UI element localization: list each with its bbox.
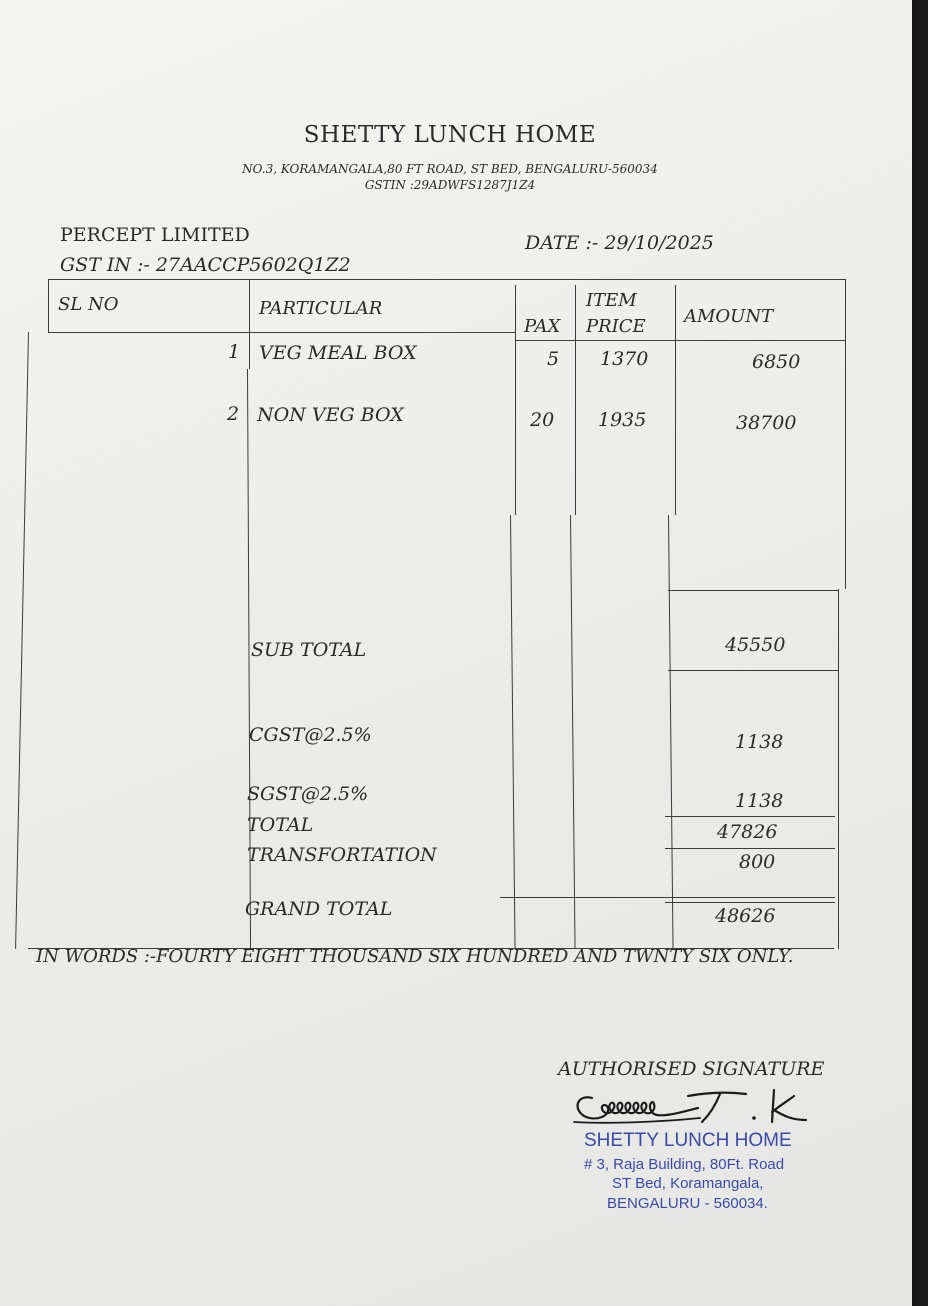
header-sl-no: SL NO: [58, 294, 119, 315]
customer-gst: GST IN :- 27AACCP5602Q1Z2: [60, 254, 351, 276]
shop-name: SHETTY LUNCH HOME: [303, 122, 597, 148]
row-1-price: 1370: [600, 348, 649, 370]
row-2-particular: NON VEG BOX: [257, 404, 404, 426]
table-right-border-top: [845, 279, 846, 589]
stamp-address-line-3: BENGALURU - 560034.: [607, 1195, 768, 1212]
header-item: ITEM: [586, 290, 637, 311]
row-1-particular: VEG MEAL BOX: [259, 342, 417, 364]
col-divider-pax: [570, 515, 576, 949]
cgst-value: 1138: [735, 731, 784, 753]
col-divider-particular-top: [515, 285, 516, 515]
col-divider-sl-top: [249, 279, 250, 369]
subtotal-label: SUB TOTAL: [251, 639, 367, 661]
row-1-amount: 6850: [752, 351, 801, 373]
subtotal-value: 45550: [725, 634, 786, 656]
col-divider-particular: [510, 515, 516, 949]
transportation-value: 800: [739, 851, 776, 873]
amount-in-words: IN WORDS :-FOURTY EIGHT THOUSAND SIX HUNDRED AND TWNTY SIX ONLY.: [36, 946, 794, 967]
row-2-amount: 38700: [736, 412, 797, 434]
row-1-pax: 5: [547, 348, 560, 370]
sgst-label: SGST@2.5%: [247, 783, 369, 805]
handwritten-signature: [570, 1078, 820, 1134]
table-left-border-top: [48, 279, 49, 333]
row-2-sl: 2: [227, 403, 240, 425]
shop-address: NO.3, KORAMANGALA,80 FT ROAD, ST BED, BENGALURU-560034: [242, 162, 658, 176]
grand-total-divider: [500, 897, 835, 898]
amount-divider-5: [665, 902, 835, 903]
shop-gstin: GSTIN :29ADWFS1287J1Z4: [364, 178, 536, 192]
invoice-date: DATE :- 29/10/2025: [525, 232, 714, 254]
row-2-price: 1935: [598, 409, 647, 431]
col-divider-price-top: [675, 285, 676, 515]
amount-divider-1: [668, 590, 839, 591]
transportation-label: TRANSFORTATION: [247, 844, 437, 866]
header-pax: PAX: [524, 316, 561, 337]
amount-divider-2: [668, 670, 839, 671]
col-divider-pax-top: [575, 285, 576, 515]
header-divider-right: [515, 340, 845, 341]
header-amount: AMOUNT: [684, 306, 774, 327]
customer-name: PERCEPT LIMITED: [60, 224, 250, 246]
table-top-border: [48, 279, 845, 280]
amount-divider-4: [665, 848, 835, 849]
col-divider-price: [668, 515, 674, 949]
grand-total-label: GRAND TOTAL: [245, 898, 393, 920]
total-label: TOTAL: [247, 814, 314, 836]
row-2-pax: 20: [530, 409, 555, 431]
sgst-value: 1138: [735, 790, 784, 812]
total-value: 47826: [717, 821, 778, 843]
stamp-shop-name: SHETTY LUNCH HOME: [584, 1130, 792, 1151]
signature-label: AUTHORISED SIGNATURE: [558, 1058, 825, 1080]
table-left-border: [15, 332, 29, 949]
grand-total-value: 48626: [715, 905, 776, 927]
row-1-sl: 1: [228, 341, 241, 363]
header-divider-left: [48, 332, 516, 333]
stamp-address-line-1: # 3, Raja Building, 80Ft. Road: [584, 1156, 785, 1173]
header-particular: PARTICULAR: [259, 298, 383, 319]
stamp-address-line-2: ST Bed, Koramangala,: [612, 1175, 764, 1192]
table-right-border: [838, 589, 839, 949]
header-price: PRICE: [586, 316, 646, 337]
cgst-label: CGST@2.5%: [249, 724, 372, 746]
amount-divider-3: [665, 816, 835, 817]
